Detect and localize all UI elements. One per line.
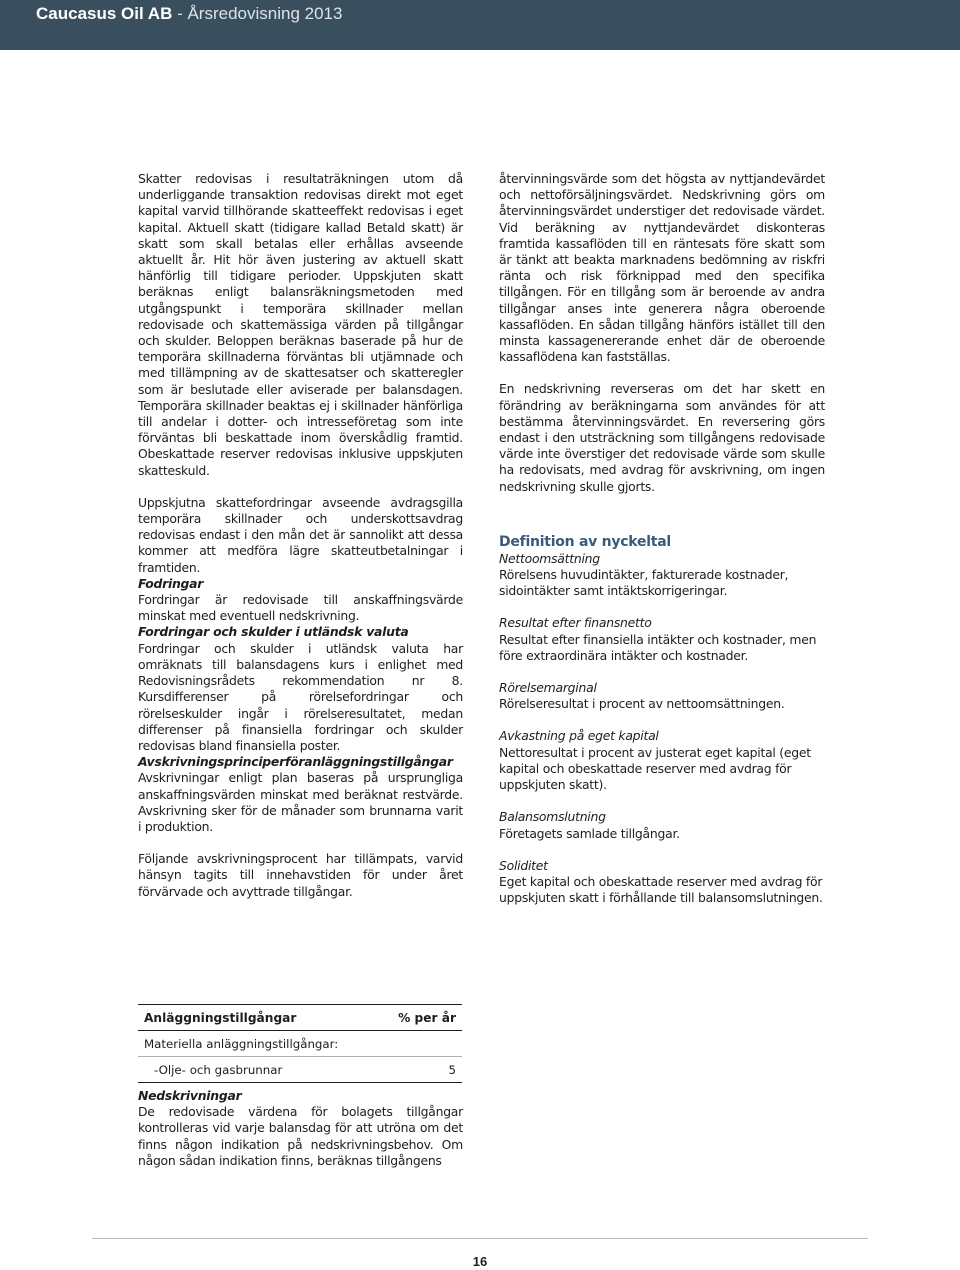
table-cell-item: -Olje- och gasbrunnar: [138, 1057, 380, 1083]
header-separator: -: [172, 4, 188, 23]
definition-item: [499, 809, 825, 841]
tax-paragraph: Skatter redovisas i resultaträkningen utom då underliggande transaktion redovisas direkt mot eget kapital varvid tillhörande skatteeffekt redovisas i eget kapital. Aktuell skatt (tidigare kallad Betald skatt) är skatt som skall betalas eller erhållas avseende aktuellt år. Hit hör även justering av aktuell skatt hänförlig till tidigare perioder. Uppskjuten skatt beräknas enligt balansräkningsmetoden med utgångspunkt i temporära skillnader mellan redovisade och skattemässiga värden på tillgångar och skulder. Beloppen beräknas baserade på hur de temporära skillnaderna förväntas bli utjämnade och med tillämpning av de skattesatser och skatteregler som är beslutade eller aviserade per balansdagen. Temporära skillnader beaktas ej i skillnader hänförliga till andelar i dotter- och intresseföretag som inte förväntas bli beskattade inom överskådlig framtid. Obeskattade reserver redovisas inklusive uppskjuten skatteskuld.: [138, 171, 463, 478]
key-figures-heading: Definition av nyckeltal: [499, 533, 671, 550]
depreciation-text: Avskrivningar enligt plan baseras på ursprungliga anskaffningsvärden minskat med beräknat restvärde. Avskrivning sker för de månader som brunnarna varit i produktion.: [138, 770, 463, 834]
impairment-text: De redovisade värdena för bolagets tillgångar kontrolleras vid varje balansdag för att utröna om det finns någon indikation på nedskrivningsbehov. Om någon sådan indikation finns, beräknas tillgångens: [138, 1104, 463, 1168]
definition-term: Nettoomsättning: [499, 550, 600, 566]
recoverable-value-paragraph: återvinningsvärde som det högsta av nyttjandevärdet och nettoförsäljningsvärdet. Nedskrivning görs om återvinningsvärdet understiger det redovisade värdet. Vid beräkning av nyttjandevärdet diskonteras framtida kassaflöden till en räntesats före skatt som är tänkt att beakta marknadens bedömning av riskfri ränta och risk förknippad med den specifika tillgången. För en tillgång som är beroende av andra tillgångar anses inte generera några oberoende kassaflöden. En sådan tillgång hänförs istället till den minsta kassagenererande enhet där de oberoende kassaflödena kan fastställas.: [499, 171, 825, 365]
foreign-currency-heading: Fordringar och skulder i utländsk valuta: [138, 624, 409, 640]
definition-item: [499, 680, 825, 712]
header-title: [36, 4, 342, 24]
definition-text: Rörelsens huvudintäkter, fakturerade kostnader, sidointäkter samt intäktskorrigeringar.: [499, 567, 789, 599]
table-header-row: [138, 1005, 462, 1031]
depreciation-table: [138, 1004, 462, 1083]
definition-item: [499, 728, 825, 793]
report-title: Årsredovisning 2013: [187, 4, 343, 23]
receivables-text: Fordringar är redovisade till anskaffningsvärde minskat med eventuell nedskrivning.: [138, 592, 463, 624]
key-figures-section: [499, 533, 825, 906]
table-header-percent: % per år: [380, 1005, 462, 1031]
definition-item: [499, 858, 825, 907]
definition-text: Rörelseresultat i procent av nettoomsättningen.: [499, 696, 785, 712]
company-name: Caucasus Oil AB: [36, 4, 173, 23]
definition-text: Resultat efter finansiella intäkter och kostnader, men före extraordinära intäkter och kostnader.: [499, 631, 817, 663]
depreciation-table-wrap: [138, 1004, 462, 1083]
page-number: 16: [472, 1254, 488, 1269]
definition-item: [499, 615, 825, 664]
definition-text: Nettoresultat i procent av justerat eget kapital (eget kapital och obeskattade reserver med avdrag för uppskjuten skatt).: [499, 744, 811, 793]
definition-term: Resultat efter finansnetto: [499, 615, 652, 631]
impairment-section: [138, 1088, 463, 1169]
table-cell-value: 5: [380, 1057, 462, 1083]
foreign-currency-text: Fordringar och skulder i utländsk valuta har omräknats till balansdagens kurs i enlighet med Redovisningsrådets rekommendation nr 8. Kursdifferenser på rörelsefordringar och rörelseskulder ingår i rörelseresultatet, medan differenser på finansiella fordringar och skulder redovisas bland finansiella poster.: [138, 640, 463, 753]
depreciation-heading: Avskrivningsprinciperföranläggningstillgångar: [138, 754, 453, 770]
table-cell-category: Materiella anläggningstillgångar:: [138, 1031, 380, 1057]
table-row: [138, 1057, 462, 1083]
definition-item: [499, 551, 825, 600]
deferred-tax-paragraph: Uppskjutna skattefordringar avseende avdragsgilla temporära skillnader och underskottsavdrag redovisas endast i den mån det är sannolikt att dessa kommer att medföra lägre skatteutbetalningar i framtiden.: [138, 494, 463, 575]
table-row: [138, 1031, 462, 1057]
definition-text: Eget kapital och obeskattade reserver med avdrag för uppskjuten skatt i förhållande till balansomslutningen.: [499, 873, 823, 906]
table-header-assets: Anläggningstillgångar: [138, 1005, 380, 1031]
depreciation-rates-text: Följande avskrivningsprocent har tillämpats, varvid hänsyn tagits till innehavstiden för under året förvärvade och avyttrade tillgångar.: [138, 851, 463, 899]
impairment-heading: Nedskrivningar: [138, 1088, 242, 1103]
footer-divider: [92, 1238, 868, 1239]
reversal-paragraph: En nedskrivning reverseras om det har skett en förändring av beräkningarna som användes för att bestämma återvinningsvärdet. En reversering görs endast i den utsträckning som tillgångens redovisade värde inte överstiger det redovisade värde som skulle ha redovisats, med avdrag för avskrivning, om ingen nedskrivning skulle gjorts.: [499, 381, 825, 494]
right-column: [499, 171, 825, 906]
page-header: [0, 0, 960, 50]
definition-text: Företagets samlade tillgångar.: [499, 825, 680, 841]
receivables-heading: Fodringar: [138, 575, 204, 591]
definition-term: Balansomslutning: [499, 809, 606, 825]
table-cell-empty: [380, 1031, 462, 1057]
left-column: [138, 171, 463, 900]
definition-term: Rörelsemarginal: [499, 680, 597, 696]
definition-term: Avkastning på eget kapital: [499, 728, 659, 744]
definition-term: Soliditet: [499, 857, 548, 873]
